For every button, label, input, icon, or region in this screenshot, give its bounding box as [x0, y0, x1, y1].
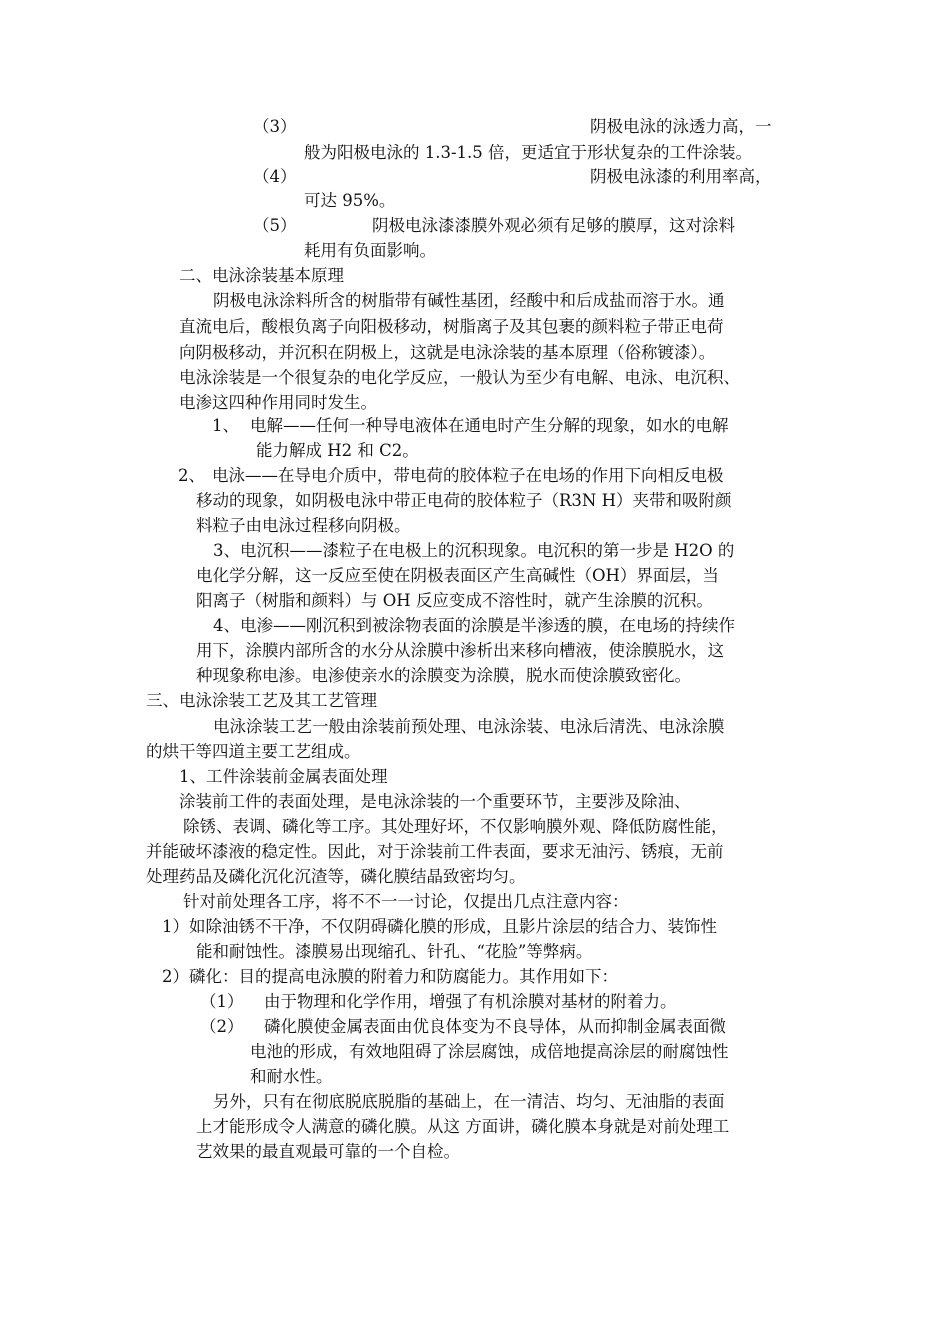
- item-number: （3）: [253, 117, 297, 136]
- paragraph-line: 电渗这四种作用同时发生。: [179, 393, 377, 412]
- item-text: 阴极电泳的泳透力高，一: [590, 117, 772, 136]
- item-text: 电解——任何一种导电液体在通电时产生分解的现象，如水的电解: [250, 416, 729, 435]
- paragraph-line: 处理药品及磷化沉化沉渣等，磷化膜结晶致密均匀。: [146, 867, 526, 886]
- item-number: （5）: [253, 216, 297, 235]
- section-heading: 二、电泳涂装基本原理: [179, 266, 344, 285]
- paragraph-line: 除锈、表调、磷化等工序。其处理好坏，不仅影响膜外观、降低防腐性能，: [183, 817, 728, 836]
- paragraph-line: 种现象称电渗。电渗使亲水的涂膜变为涂膜，脱水而使涂膜致密化。: [196, 666, 691, 685]
- item-text: 磷化膜使金属表面由优良体变为不良导体，从而抑制金属表面微: [264, 1017, 726, 1036]
- item-text: 电泳——在导电介质中，带电荷的胶体粒子在电场的作用下向相反电极: [212, 466, 724, 485]
- text-line: 能力解成 H2 和 C2。: [256, 441, 419, 460]
- paragraph-line: 4、电渗——刚沉积到被涂物表面的涂膜是半渗透的膜，在电场的持续作: [213, 616, 735, 635]
- paragraph-line: 上才能形成令人满意的磷化膜。从这 方面讲，磷化膜本身就是对前处理工: [196, 1117, 730, 1136]
- paragraph-line: 针对前处理各工序，将不不一一讨论，仅提出几点注意内容：: [183, 892, 629, 911]
- paragraph-line: 2）磷化：目的提高电泳膜的附着力和防腐能力。其作用如下：: [162, 967, 618, 986]
- item-number: （4）: [253, 167, 297, 186]
- item-number: （2）: [200, 1017, 244, 1036]
- item-number: 2、: [178, 466, 205, 485]
- paragraph-line: 电泳涂装工艺一般由涂装前预处理、电泳涂装、电泳后清洗、电泳涂膜: [213, 717, 725, 736]
- paragraph-line: 能和耐蚀性。漆膜易出现缩孔、针孔、“花脸”等弊病。: [196, 942, 593, 961]
- paragraph-line: 的烘干等四道主要工艺组成。: [146, 742, 361, 761]
- paragraph-line: 3、电沉积——漆粒子在电极上的沉积现象。电沉积的第一步是 H2O 的: [213, 541, 735, 560]
- paragraph-line: 阳离子（树脂和颜料）与 OH 反应变成不溶性时，就产生涂膜的沉积。: [196, 591, 713, 610]
- text-line: 电池的形成，有效地阻碍了涂层腐蚀，成倍地提高涂层的耐腐蚀性: [250, 1042, 729, 1061]
- text-line: 般为阳极电泳的 1.3-1.5 倍，更适宜于形状复杂的工件涂装。: [304, 143, 753, 162]
- paragraph-line: 涂装前工件的表面处理，是电泳涂装的一个重要环节，主要涉及除油、: [179, 792, 691, 811]
- text-line: 和耐水性。: [250, 1067, 333, 1086]
- item-number: 1、: [212, 416, 239, 435]
- paragraph-line: 电泳涂装是一个很复杂的电化学反应，一般认为至少有电解、电泳、电沉积、: [179, 368, 740, 387]
- subsection-heading: 1、工件涂装前金属表面处理: [179, 767, 388, 786]
- paragraph-line: 阴极电泳涂料所含的树脂带有碱性基团，经酸中和后成盐而溶于水。通: [213, 291, 725, 310]
- item-text: 阴极电泳漆的利用率高，: [590, 167, 772, 186]
- item-number: （1）: [200, 992, 244, 1011]
- text-line: 料粒子由电泳过程移向阴极。: [196, 516, 411, 535]
- item-text: 阴极电泳漆漆膜外观必须有足够的膜厚，这对涂料: [372, 216, 735, 235]
- paragraph-line: 向阴极移动，并沉积在阴极上，这就是电泳涂装的基本原理（俗称镀漆）。: [179, 343, 716, 362]
- paragraph-line: 并能破坏漆液的稳定性。因此，对于涂装前工件表面，要求无油污、锈痕，无前: [146, 842, 724, 861]
- text-line: 可达 95%。: [304, 191, 396, 210]
- paragraph-line: 1）如除油锈不干净，不仅阴碍磷化膜的形成，且影片涂层的结合力、装饰性: [162, 917, 717, 936]
- text-line: 耗用有负面影响。: [304, 241, 436, 260]
- section-heading: 三、电泳涂装工艺及其工艺管理: [146, 691, 377, 710]
- item-text: 由于物理和化学作用，增强了有机涂膜对基材的附着力。: [264, 992, 677, 1011]
- paragraph-line: 直流电后，酸根负离子向阳极移动，树脂离子及其包裹的颜料粒子带正电荷: [179, 317, 724, 336]
- paragraph-line: 艺效果的最直观最可靠的一个自检。: [196, 1142, 460, 1161]
- paragraph-line: 电化学分解，这一反应至使在阴极表面区产生高碱性（OH）界面层，当: [196, 566, 719, 585]
- paragraph-line: 另外，只有在彻底脱底脱脂的基础上，在一清洁、均匀、无油脂的表面: [213, 1092, 725, 1111]
- text-line: 移动的现象，如阴极电泳中带正电荷的胶体粒子（R3N H）夹带和吸附颜: [196, 491, 732, 510]
- paragraph-line: 用下，涂膜内部所含的水分从涂膜中渗析出来移向槽液，使涂膜脱水，这: [196, 641, 724, 660]
